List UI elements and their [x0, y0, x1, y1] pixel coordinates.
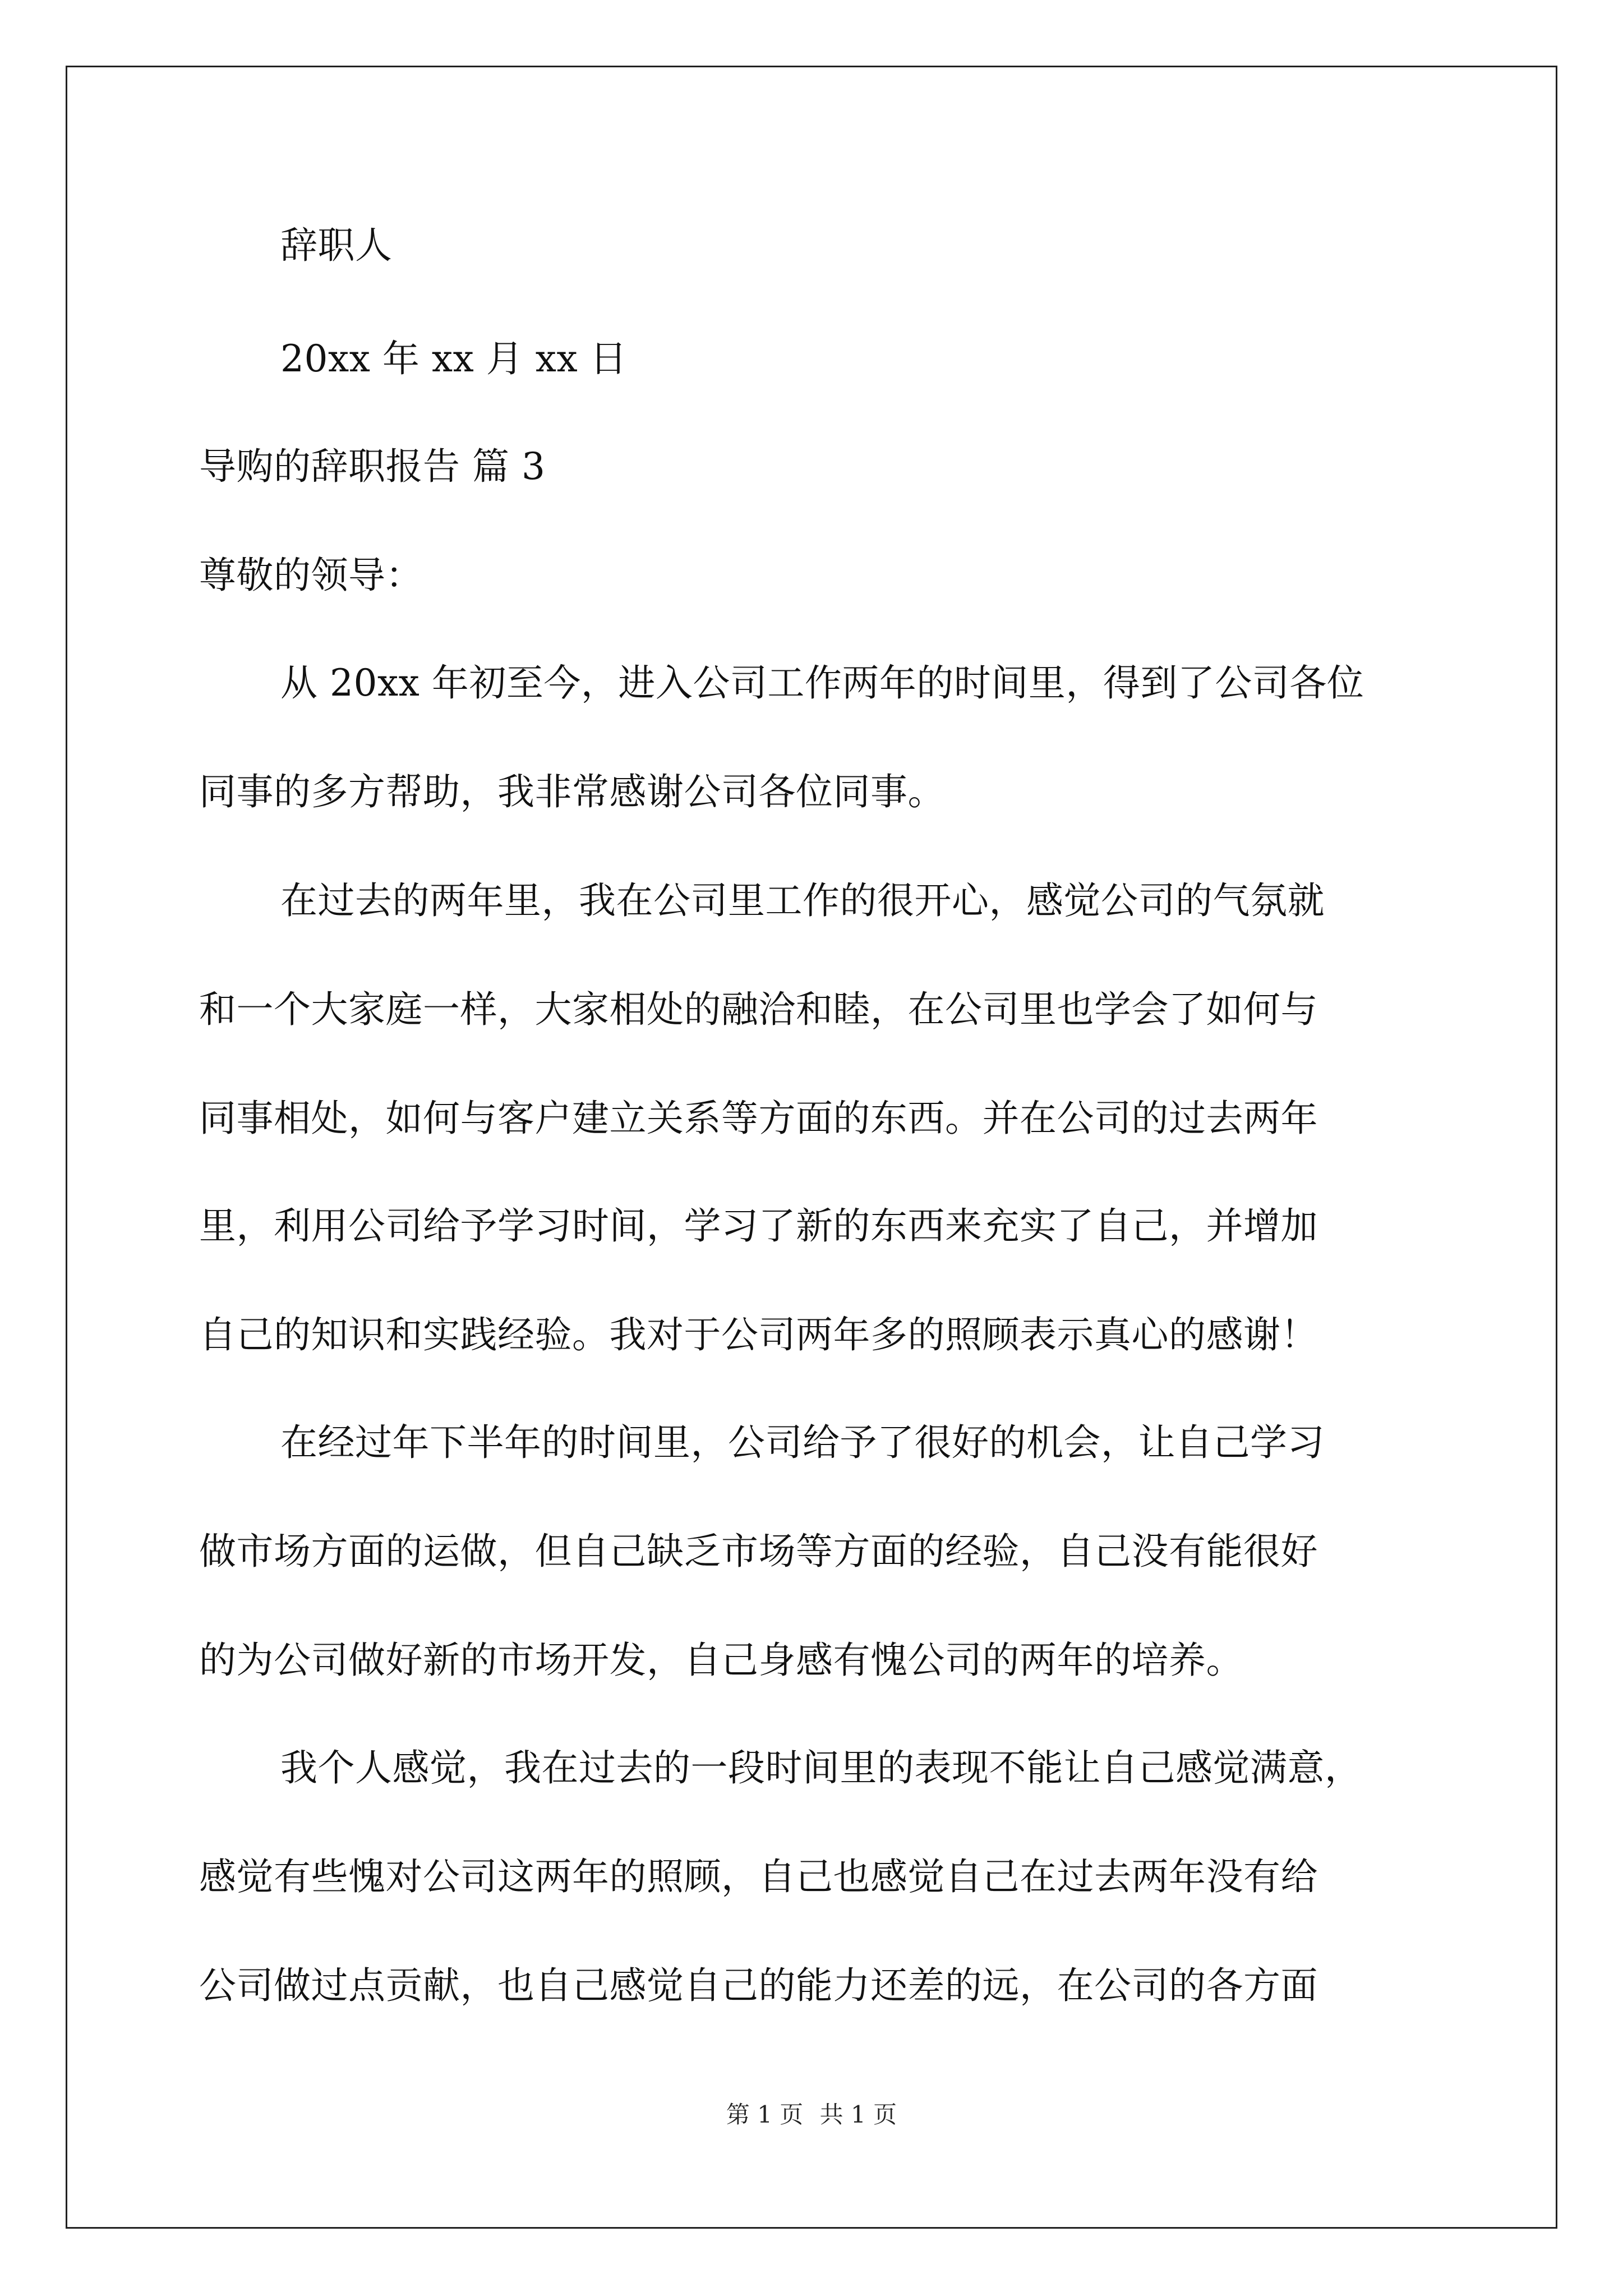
body-line-2: 同事的多方帮助，我非常感谢公司各位同事。	[199, 770, 945, 813]
page-number: 第 1 页	[726, 2101, 804, 2128]
body-line-10: 的为公司做好新的市场开发，自己身感有愧公司的两年的培养。	[199, 1639, 1243, 1682]
body-line-9: 做市场方面的运做，但自己缺乏市场等方面的经验，自己没有能很好	[199, 1530, 1318, 1573]
body-line-3: 在过去的两年里，我在公司里工作的很开心，感觉公司的气氛就	[280, 879, 1325, 922]
body-line-1: 从 20xx 年初至今，进入公司工作两年的时间里，得到了公司各位	[280, 661, 1364, 705]
page-footer	[0, 2101, 1623, 2129]
body-line-6: 里，利用公司给予学习时间，学习了新的东西来充实了自己，并增加	[199, 1204, 1318, 1248]
salutation: 尊敬的领导：	[199, 554, 423, 597]
page-border	[66, 66, 1557, 2229]
body-line-5: 同事相处，如何与客户建立关系等方面的东西。并在公司的过去两年	[199, 1097, 1318, 1140]
signature-line: 辞职人	[280, 224, 393, 267]
page-total: 共 1 页	[819, 2101, 897, 2128]
date-line: 20xx 年 xx 月 xx 日	[280, 337, 628, 380]
body-line-7: 自己的知识和实践经验。我对于公司两年多的照顾表示真心的感谢！	[199, 1313, 1318, 1356]
body-line-8: 在经过年下半年的时间里，公司给予了很好的机会，让自己学习	[280, 1421, 1325, 1464]
body-line-13: 公司做过点贡献，也自己感觉自己的能力还差的远，在公司的各方面	[199, 1964, 1318, 2007]
body-line-4: 和一个大家庭一样，大家相处的融洽和睦，在公司里也学会了如何与	[199, 988, 1318, 1031]
body-line-11: 我个人感觉，我在过去的一段时间里的表现不能让自己感觉满意，	[280, 1746, 1362, 1789]
section-title: 导购的辞职报告 篇 3	[199, 445, 546, 488]
body-line-12: 感觉有些愧对公司这两年的照顾，自己也感觉自己在过去两年没有给	[199, 1855, 1318, 1898]
